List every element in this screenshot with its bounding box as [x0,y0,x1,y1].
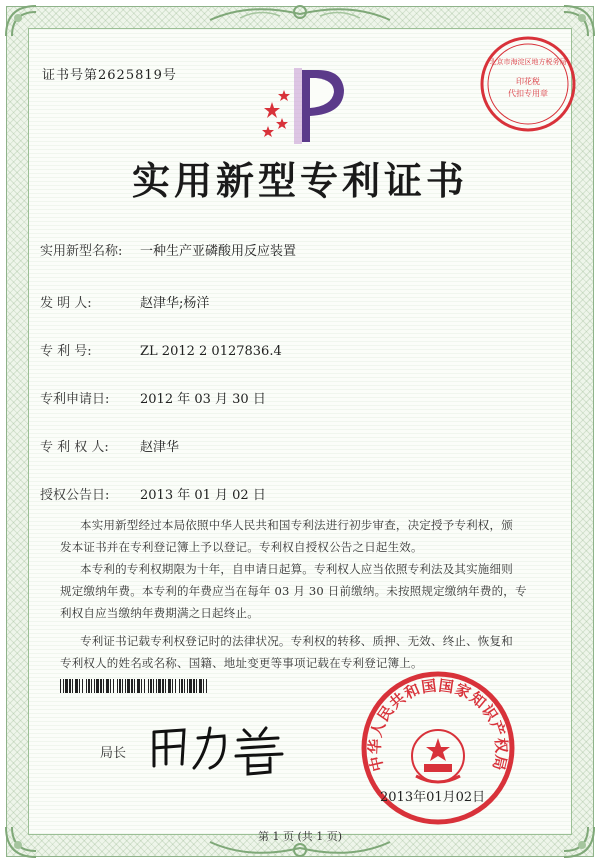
svg-text:代扣专用章: 代扣专用章 [508,89,548,98]
barcode-bar [206,679,207,693]
body-paragraph: 利权自应当缴纳年费期满之日起终止。 [60,606,259,620]
barcode-bar [175,679,176,693]
certificate-title: 实用新型专利证书 [131,159,468,203]
barcode-bar [72,679,73,693]
field-label: 发 明 人: [40,296,92,311]
barcode-bar [110,679,111,693]
field-value: ZL 2012 2 0127836.4 [140,344,282,359]
barcode-bar [181,679,183,693]
field-patentee [40,436,179,455]
field-label: 实用新型名称: [40,244,123,259]
page-number: 第 1 页 (共 1 页) [257,830,343,843]
body-paragraph: 专利证书记载专利权登记时的法律状况。专利权的转移、质押、无效、终止、恢复和 [80,634,513,648]
svg-text:印花税: 印花税 [516,77,540,86]
chief-label: 局长 [100,746,127,761]
barcode-bar [141,679,142,693]
corner-ornament-icon [562,4,596,38]
svg-text:中华人民共和国国家知识产权局: 中华人民共和国国家知识产权局 [365,676,511,774]
field-label: 授权公告日: [40,488,110,503]
field-value: 2013 年 01 月 02 日 [140,488,266,503]
barcode-bar [137,679,140,693]
body-paragraph: 专利权人的姓名或名称、国籍、地址变更等事项记载在专利登记簿上。 [60,656,423,670]
field-patent-number [40,340,282,359]
field-value: 一种生产亚磷酸用反应装置 [140,244,297,259]
barcode-bar [106,679,109,693]
barcode-bar [162,679,164,693]
barcode-bar [168,679,171,693]
barcode-bar [150,679,152,693]
issue-date: 2013年01月02日 [380,790,486,805]
barcode-bar [113,679,114,693]
barcode-bar [91,679,92,693]
field-label: 专利申请日: [40,392,110,407]
top-ornament-icon [200,2,400,24]
barcode-bar [86,679,87,693]
body-paragraph: 发本证书并在专利登记簿上予以登记。专利权自授权公告之日起生效。 [60,540,423,554]
barcode-bar [103,679,104,693]
barcode-bar [203,679,204,693]
field-grant-date [40,484,266,503]
barcode-bar [148,679,149,693]
barcode-bar [122,679,123,693]
barcode-bar [100,679,102,693]
barcode-bar [187,679,188,693]
corner-ornament-icon [4,4,38,38]
barcode-bar [131,679,133,693]
barcode-bar [63,679,64,693]
field-utility-model-name [40,240,296,259]
barcode [60,679,212,693]
barcode-bar [69,679,71,693]
barcode-bar [189,679,192,693]
barcode-bar [153,679,154,693]
barcode-bar [82,679,83,693]
barcode-bar [199,679,202,693]
field-label: 专 利 权 人: [40,440,109,455]
patent-office-logo-icon [258,60,354,146]
barcode-bar [94,679,95,693]
body-paragraph: 规定缴纳年费。本专利的年费应当在每年 03 月 30 日前缴纳。未按照规定缴纳年费的，专 [60,584,527,598]
barcode-bar [184,679,185,693]
field-label: 专 利 号: [40,344,92,359]
body-paragraph: 本专利的专利权期限为十年，自申请日起算。专利权人应当依照专利法及其实施细则 [80,562,513,576]
barcode-bar [117,679,118,693]
body-paragraph: 本实用新型经过本局依照中华人民共和国专利法进行初步审查，决定授予专利权，颁 [80,518,513,532]
barcode-bar [75,679,78,693]
barcode-bar [65,679,68,693]
barcode-bar [96,679,99,693]
svg-text:北京市海淀区地方税务局: 北京市海淀区地方税务局 [489,58,567,66]
field-value: 2012 年 03 月 30 日 [140,392,266,407]
field-value: 赵津华;杨洋 [140,296,210,311]
barcode-bar [193,679,195,693]
barcode-bar [88,679,90,693]
field-inventor [40,292,209,311]
barcode-bar [144,679,145,693]
barcode-bar [60,679,61,693]
barcode-bar [156,679,157,693]
barcode-bar [172,679,173,693]
barcode-bar [179,679,180,693]
barcode-bar [125,679,126,693]
barcode-bar [196,679,197,693]
field-application-date [40,388,266,407]
barcode-bar [134,679,135,693]
director-signature [140,718,300,778]
tax-seal-stamp [476,34,580,134]
certificate-number: 证书号第2625819号 [42,68,177,83]
barcode-bar [158,679,161,693]
barcode-bar [79,679,80,693]
field-value: 赵津华 [140,440,180,455]
barcode-bar [165,679,166,693]
barcode-bar [127,679,130,693]
barcode-bar [119,679,121,693]
